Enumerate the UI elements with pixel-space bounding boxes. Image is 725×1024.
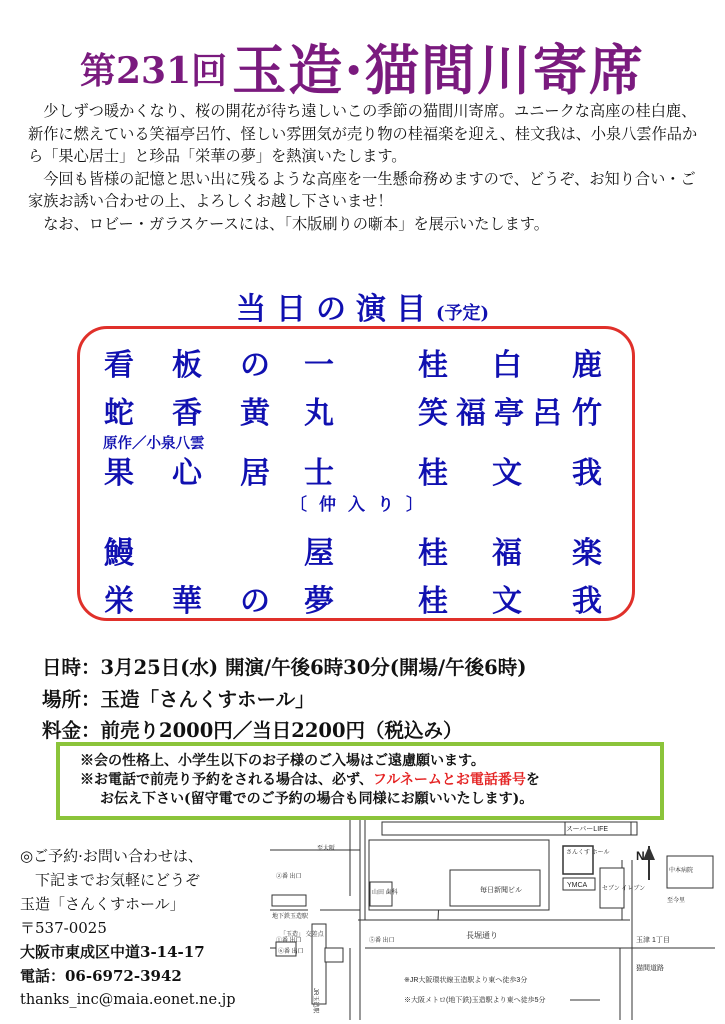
- map-building: [272, 895, 306, 906]
- program-title-char: 看: [104, 348, 134, 383]
- program-heading-main: 当日の演目: [235, 292, 436, 327]
- contact-intro: 下記までお気軽にどうぞ: [35, 871, 201, 889]
- map-label: ⑥番 出口: [278, 949, 304, 955]
- program-performer-char: 福: [492, 536, 522, 571]
- event-date: 日時：3月25日(水) 開演/午後6時30分(開場/午後6時): [42, 656, 527, 679]
- program-performer-char: 文: [492, 456, 522, 491]
- program-heading: [0, 284, 725, 328]
- program-row: [0, 528, 725, 571]
- program-performer-char: 我: [572, 456, 602, 491]
- notice-line: お伝え下さい(留守電でのご予約の場合も同様にお願いいたします)。: [100, 791, 534, 807]
- map-label: JR玉造駅: [312, 988, 318, 1014]
- program-performer-char: 楽: [572, 536, 602, 571]
- program-row: [0, 340, 725, 383]
- program-title-char: 鰻: [104, 536, 134, 571]
- map-label: 毎日新聞ビル: [480, 887, 522, 894]
- program-performer-char: 桂: [418, 584, 448, 619]
- notice-text: ※お電話で前売り予約をされる場合は、必ず、: [80, 772, 373, 788]
- map-label: 至大阪: [317, 846, 336, 852]
- program-title-char: の: [240, 584, 270, 619]
- map-label: 中本病院: [669, 868, 694, 874]
- contact-venue: 玉造「さんくすホール」: [20, 895, 185, 913]
- program-performer-char: 笑: [418, 396, 448, 431]
- map-label: セブン イレブン: [602, 886, 646, 892]
- program-title-char: 一: [304, 348, 334, 383]
- intro-text: [28, 100, 700, 235]
- map-label: 至今里: [667, 898, 686, 904]
- program-performer-char: 白: [492, 348, 522, 383]
- access-note: ※大阪メトロ(地下鉄)玉造駅より東へ徒歩5分: [404, 997, 546, 1004]
- map-label: 山田 歯科: [372, 890, 398, 896]
- program-heading-note: (予定): [435, 303, 490, 324]
- intro-paragraph: 今回も皆様の記憶と思い出に残るような高座を一生懸命務めますので、どうぞ、お知り合い・ご家族お誘い合わせの上、よろしくお越し下さいませ！: [28, 169, 696, 210]
- map-label: さんくす ホール: [566, 850, 610, 856]
- program-row: [0, 576, 725, 619]
- program-title-char: 居: [240, 456, 270, 491]
- contact-address: 大阪市東成区中道3-14-17: [20, 943, 205, 961]
- map-label: スーパーLIFE: [566, 826, 609, 833]
- program-performer-char: 竹: [572, 396, 602, 431]
- program-performer-char: 亭: [494, 396, 524, 431]
- program-title-char: 心: [172, 456, 202, 491]
- event-name: 玉造·猫間川寄席: [232, 38, 646, 102]
- map-label: ①番 出口: [276, 938, 302, 944]
- map-label: 地下鉄玉造駅: [272, 914, 309, 920]
- access-map: [270, 820, 715, 1020]
- program-title-char: 黄: [240, 396, 270, 431]
- program-performer-char: 桂: [418, 456, 448, 491]
- notice-line: [80, 771, 650, 790]
- map-label: 玉津 1丁目: [636, 937, 670, 944]
- notice-text: を: [525, 772, 540, 788]
- event-fee: 料金：前売り2000円／当日2200円（税込み）: [42, 719, 463, 742]
- north-label: N: [636, 849, 645, 863]
- program-title-char: 華: [172, 584, 202, 619]
- notice-box: [56, 742, 664, 820]
- program-title-char: 栄: [104, 584, 134, 619]
- event-title: [0, 28, 725, 105]
- map-label: 猫間道路: [636, 965, 664, 972]
- map-building: [325, 948, 343, 962]
- map-label: 長堀通り: [466, 931, 498, 940]
- map-label: 「玉造」 交差点: [280, 932, 324, 938]
- intro-paragraph: なお、ロビー・ガラスケースには、「木版刷りの噺本」を展示いたします。: [43, 214, 549, 233]
- intermission-label: 〔仲入り〕: [290, 495, 435, 515]
- program-title-char: 夢: [304, 584, 334, 619]
- map-label: ⑤番 出口: [369, 938, 395, 944]
- program-performer-char: 鹿: [572, 348, 602, 383]
- contact-email[interactable]: thanks_inc@maia.eonet.ne.jp: [20, 992, 236, 1008]
- program-title-char: 板: [172, 348, 202, 383]
- edition-number: 第231回: [79, 50, 228, 92]
- notice-emphasis: フルネームとお電話番号: [372, 772, 526, 788]
- program-title-char: 果: [104, 456, 134, 491]
- program-row: [0, 388, 725, 431]
- map-label: YMCA: [567, 882, 588, 889]
- program-title-char: 香: [172, 396, 202, 431]
- contact-block: [20, 844, 265, 1012]
- program-performer-char: 桂: [418, 536, 448, 571]
- program-performer-char: 福: [456, 396, 486, 431]
- access-note: ※JR大阪環状線玉造駅より東へ徒歩3分: [404, 977, 528, 984]
- program-title-char: 屋: [304, 536, 334, 571]
- program-performer-char: 我: [572, 584, 602, 619]
- program-performer-char: 文: [492, 584, 522, 619]
- program-title-char: 士: [304, 456, 334, 491]
- program-performer-char: 桂: [418, 348, 448, 383]
- contact-postal: 〒537-0025: [20, 919, 107, 937]
- program-performer-char: 呂: [532, 396, 562, 431]
- program-title-char: の: [240, 348, 270, 383]
- program-title-char: 丸: [304, 396, 334, 431]
- map-label: ②番 出口: [276, 874, 302, 880]
- notice-line: ※会の性格上、小学生以下のお子様のご入場はご遠慮願います。: [80, 753, 485, 769]
- event-place: 場所：玉造「さんくすホール」: [42, 688, 315, 711]
- north-arrowhead-icon: [643, 846, 655, 860]
- program-row: [0, 448, 725, 491]
- program-title-char: 蛇: [104, 396, 134, 431]
- contact-phone[interactable]: 電話：06-6972-3942: [20, 967, 182, 985]
- original-author-note: 原作／小泉八雲: [103, 435, 205, 452]
- contact-intro: ◎ご予約·お問い合わせは、: [20, 847, 203, 865]
- intro-paragraph: 少しずつ暖かくなり、桜の開花が待ち遠しいこの季節の猫間川寄席。ユニークな高座の桂白鹿、新作に燃えている笑福亭呂竹、怪しい雰囲気が売り物の桂福楽を迎え、桂文我は、小泉八雲作品から「果心居士」と珍品「栄華の夢」を熱演いたします。: [28, 102, 698, 165]
